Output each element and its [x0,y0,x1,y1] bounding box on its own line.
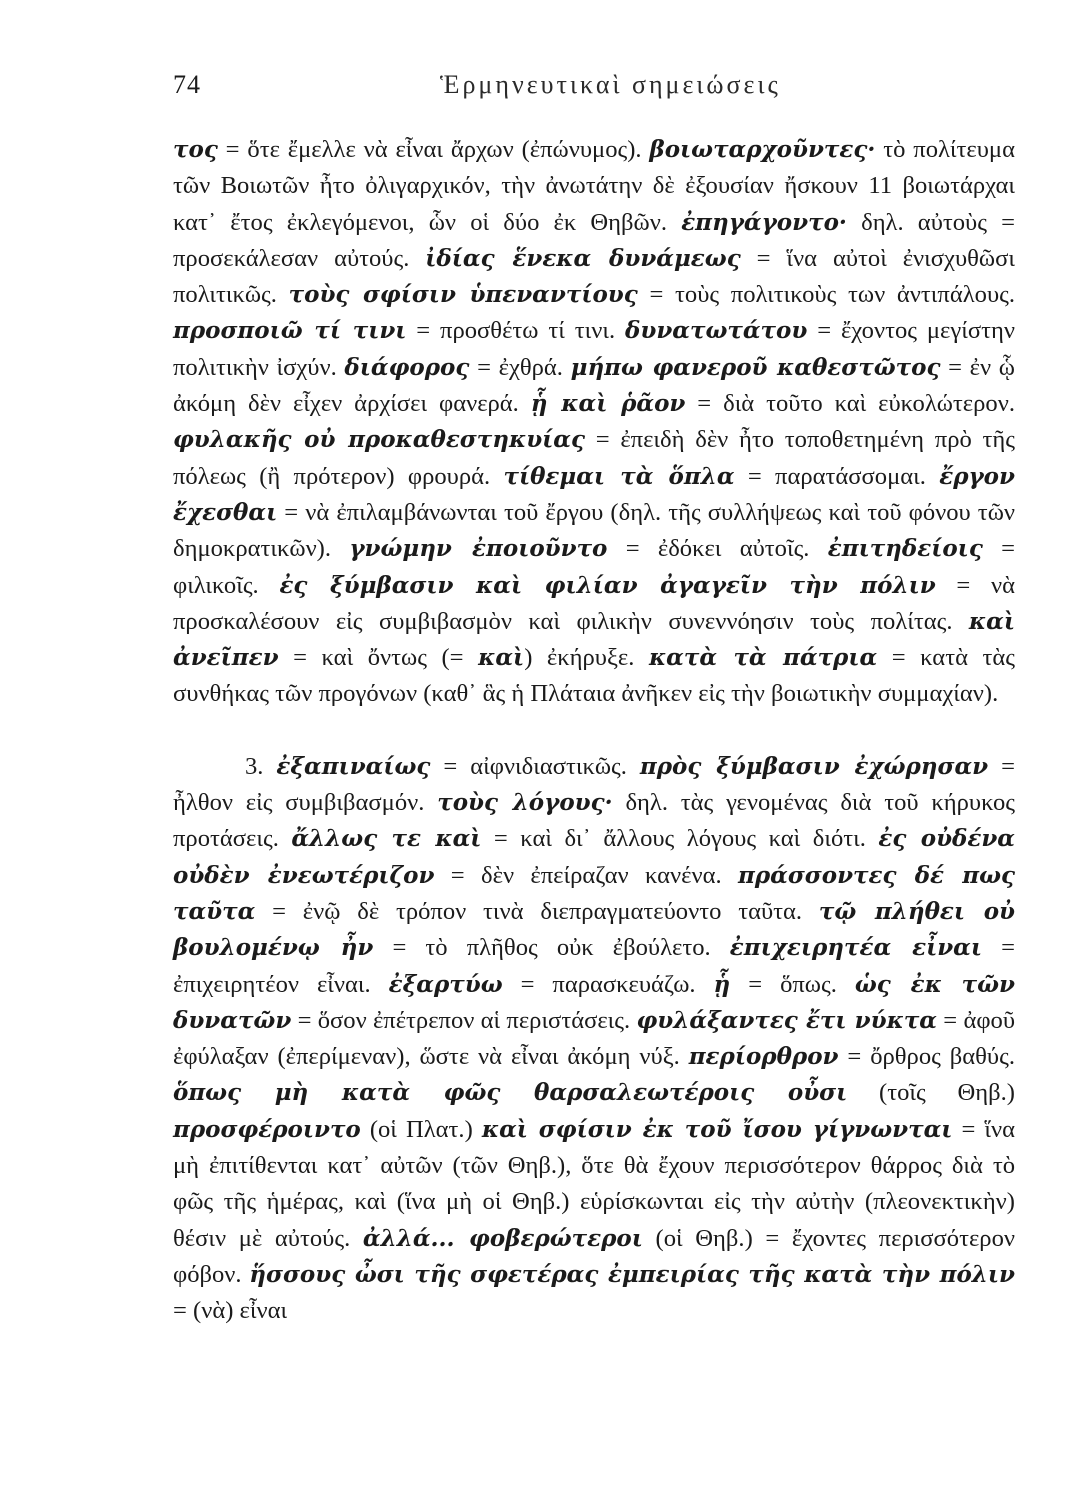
lemma-term: ὡς ἐκ τῶν δυνατῶν [173,970,1015,1034]
gloss-text: = φιλικοῖς. [173,535,1015,599]
gloss-text: = καὶ ὄντως (= [278,644,479,672]
lemma-term: ἐς οὐδένα οὐδὲν ἐνεωτέριζον [173,825,1016,889]
gloss-text: (οἱ Θηβ.) = ἔχοντες περισσότερον φόβον. [173,1224,1015,1288]
gloss-text: = αἰφνιδιαστικῶς. [430,752,640,780]
page-number: 74 [173,70,201,99]
gloss-text: = ὅτε ἔμελλε νὰ εἶναι ἄρχων (ἐπώνυμος). [217,136,650,163]
gloss-text: = τοὺς πολιτικοὺς των ἀντιπάλους. [637,281,1016,309]
lemma-term: ἰδίας ἕνεκα δυνάμεως [425,244,741,272]
lemma-term: γνώμην ἐποιοῦντο [349,535,608,563]
lemma-term: κατὰ τὰ πάτρια [648,644,878,672]
gloss-text: δηλ. τὰς γενομένας διὰ τοῦ κήρυκος προτάσεις. [173,789,1015,853]
lemma-term: περίορθρον [688,1043,839,1071]
lemma-term: καὶ ἀνεῖπεν [173,607,1015,672]
gloss-text: = νὰ ἐπιλαμβάνωνται τοῦ ἔργου (δηλ. τῆς συλλήψεως καὶ τοῦ φόνου τῶν δημοκρατικῶν). [173,498,1015,563]
lemma-term: δυνατωτάτου [625,317,808,345]
lemma-term: ὅπως μὴ κατὰ φῶς θαρσαλεωτέροις οὖσι [173,1079,848,1107]
gloss-text: = παρατάσσομαι. [734,462,940,490]
gloss-text: = ἐπειδὴ δὲν ἦτο τοποθετημένη πρὸ τῆς πόλεως (ἢ πρότερον) φρουρά. [173,426,1015,490]
gloss-text: = κατὰ τὰς συνθήκας τῶν προγόνων (καθ᾽ ἃς ἡ Πλάταια ἀνῆκεν εἰς τὴν βοιωτικὴν συμμαχίαν). [173,644,1016,708]
gloss-text: = ἵνα αὐτοὶ ἐνισχυθῶσι πολιτικῶς. [173,244,1015,309]
lemma-term: ἀλλά... φοβερώτεροι [362,1224,643,1252]
gloss-text: = ἦλθον εἰς συμβιβασμόν. [173,752,1015,817]
lemma-term: βοιωταρχοῦντες· [649,136,876,163]
lemma-term: ἐπιχειρητέα εἶναι [729,934,983,962]
lemma-term: ᾗ καὶ ῥᾶον [530,390,686,418]
gloss-text: = ἐπιχειρητέον εἶναι. [173,934,1015,998]
gloss-text: ) ἐκήρυξε. [524,644,649,672]
lemma-term: καὶ [478,644,525,672]
lemma-term: καὶ σφίσιν ἐκ τοῦ ἴσου γίγνωνται [481,1115,953,1143]
gloss-text: = δὲν ἐπείραζαν κανένα. [434,861,738,889]
gloss-text: = ὅσον ἐπέτρεπον αἱ περιστάσεις. [291,1006,637,1034]
lemma-term: ἥσσους ὦσι τῆς σφετέρας ἐμπειρίας τῆς κατὰ τὴν πόλιν [249,1260,1016,1288]
paragraph-2 [173,132,1015,713]
paragraph-3 [173,749,1015,1330]
lemma-term: ᾗ [713,970,731,998]
commentary-text [173,132,1015,1330]
lemma-term: ἐπηγάγοντο· [681,208,847,236]
lemma-term: τίθεμαι τὰ ὅπλα [503,462,735,490]
lemma-term: φυλακῆς οὐ προκαθεστηκυίας [173,426,585,454]
gloss-text: 3. [245,752,277,780]
gloss-text: = προσθέτω τί τινι. [406,317,626,345]
lemma-term: προσποιῶ τί τινι [173,317,407,345]
gloss-text: = παρασκευάζω. [502,970,714,998]
gloss-text: = τὸ πλῆθος οὐκ ἐβούλετο. [373,934,730,962]
lemma-term: ἔργον ἔχεσθαι [173,462,1015,526]
lemma-term: πρὸς ξύμβασιν ἐχώρησαν [639,752,989,780]
gloss-text: = ὅπως. [730,970,855,998]
gloss-text: = ἐνῷ δὲ τρόπον τινὰ διεπραγματεύοντο ταῦτα. [255,897,819,925]
gloss-text: = ἐν ᾧ ἀκόμη δὲν εἶχεν ἀρχίσει φανερά. [173,353,1015,418]
gloss-text: = ἀφοῦ ἐφύλαξαν (ἐπερίμεναν), ὥστε νὰ εἶναι ἀκόμη νύξ. [173,1006,1015,1071]
lemma-term: ἐξαπιναίως [276,752,431,780]
lemma-term: ἐς ξύμβασιν καὶ φιλίαν ἀγαγεῖν τὴν πόλιν [279,571,936,599]
gloss-text: = ἵνα μὴ ἐπιτίθενται κατ᾽ αὐτῶν (τῶν Θηβ.), ὅτε θὰ ἔχουν περισσότερον θάρρος διὰ τὸ φῶς τῆς ἡμέρας, καὶ (ἵνα μὴ οἱ Θηβ.) εὑρίσκωνται εἰς τὴν αὐτὴν (πλεονεκτικὴν) θέσιν μὲ αὐτούς. [173,1115,1016,1252]
gloss-text: = διὰ τοῦτο καὶ εὐκολώτερον. [685,390,1015,418]
lemma-term: προσφέροιντο [173,1115,361,1143]
gloss-text: = νὰ προσκαλέσουν εἰς συμβιβασμὸν καὶ φιλικὴν συνεννόησιν τοὺς πολίτας. [173,571,1015,635]
lemma-term: τος [173,136,218,163]
lemma-term: φυλάξαντες ἔτι νύκτα [636,1006,938,1034]
gloss-text: = καὶ δι᾽ ἄλλους λόγους καὶ διότι. [481,825,879,853]
gloss-text: (οἱ Πλατ.) [360,1115,482,1143]
lemma-term: ἐξαρτύω [388,970,503,998]
lemma-term: πράσσοντες δέ πως ταῦτα [173,861,1015,925]
gloss-text: = ἐχθρά. [469,353,571,381]
running-title: Ἑρμηνευτικαὶ σημειώσεις [440,70,781,99]
gloss-text: τὸ πολίτευμα τῶν Βοιωτῶν ἦτο ὀλιγαρχικόν, τὴν ἀνωτάτην δὲ ἐξουσίαν ἤσκουν 11 βοιωτάρχαι κατ᾽ ἔτος ἐκλεγόμενοι, ὧν οἱ δύο ἐκ Θηβῶν. [173,136,1015,236]
gloss-text: (τοῖς Θηβ.) [847,1079,1015,1107]
gloss-text: = ἐδόκει αὐτοῖς. [607,535,828,563]
gloss-text: = ὄρθρος βαθύς. [838,1043,1015,1071]
lemma-term: ἄλλως τε καὶ [291,825,482,853]
gloss-text: δηλ. αὐτοὺς = προσεκάλεσαν αὐτούς. [173,208,1016,272]
lemma-term: τοὺς σφίσιν ὑπεναντίους [288,281,638,309]
gloss-text: = ἔχοντος μεγίστην πολιτικὴν ἰσχύν. [173,317,1015,381]
gloss-text: = (νὰ) εἶναι [173,1297,288,1325]
lemma-term: διάφορος [344,353,470,381]
lemma-term: τοὺς λόγους· [437,789,613,817]
lemma-term: μήπω φανεροῦ καθεστῶτος [570,353,941,381]
running-head [173,70,1015,106]
lemma-term: ἐπιτηδείοις [827,535,983,563]
lemma-term: τῷ πλήθει οὐ βουλομένῳ ἦν [173,897,1015,962]
